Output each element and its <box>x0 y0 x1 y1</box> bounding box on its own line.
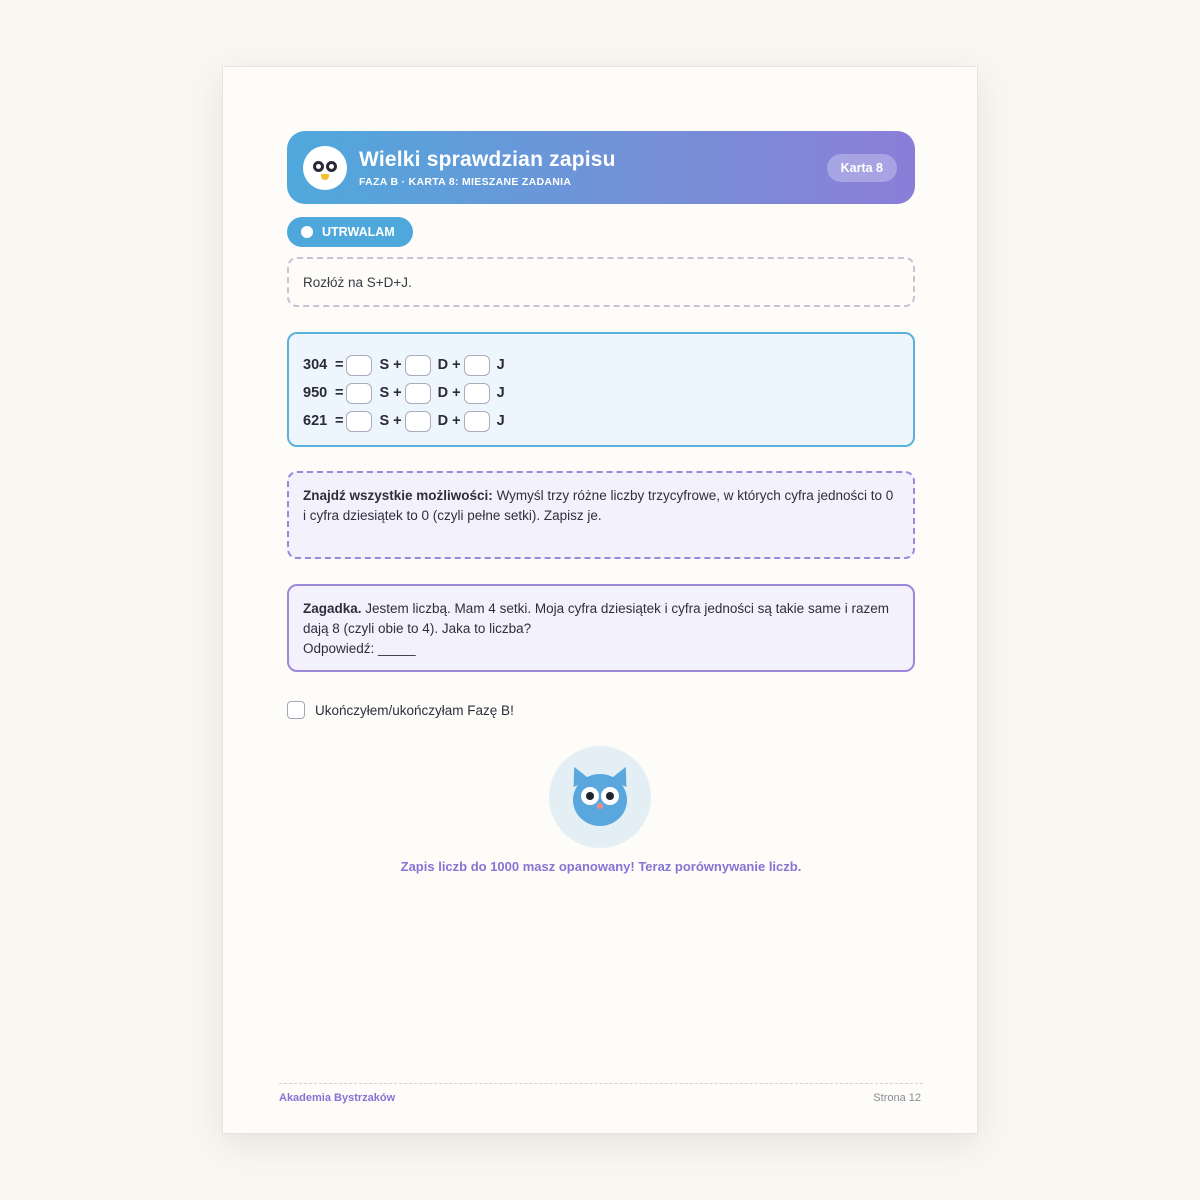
page-subtitle: FAZA B · KARTA 8: MIESZANE ZADANIA <box>359 175 572 188</box>
units-answer-box[interactable] <box>464 383 490 404</box>
plus-sign: + <box>452 385 461 401</box>
page-number: Strona 12 <box>873 1092 921 1104</box>
exercise-row <box>303 407 913 435</box>
exercise-row <box>303 351 913 379</box>
instruction-box <box>287 257 915 307</box>
hundreds-label: S <box>379 413 390 429</box>
worksheet-page <box>222 66 978 1134</box>
decomposition-exercise <box>287 332 915 447</box>
exercise-row <box>303 379 913 407</box>
section-pill-label: UTRWALAM <box>322 225 395 239</box>
task-text: Wymyśl trzy różne liczby trzycyfrowe, w których cyfra jedności to 0 i cyfra dziesiątek to 0 (czyli pełne setki). Zapisz je. <box>303 488 894 523</box>
task-heading: Znajdź wszystkie możliwości: <box>303 488 493 503</box>
exercise-number: 621 <box>303 413 328 429</box>
plus-sign: + <box>393 413 402 429</box>
header-text <box>359 148 616 188</box>
task-heading: Zagadka. <box>303 601 362 616</box>
plus-sign: + <box>393 385 402 401</box>
tens-answer-box[interactable] <box>405 383 431 404</box>
exercise-number: 304 <box>303 357 328 373</box>
units-label: J <box>496 357 505 373</box>
tens-label: D <box>437 385 449 401</box>
tens-label: D <box>437 357 449 373</box>
equals-sign: = <box>335 385 344 401</box>
plus-sign: + <box>452 357 461 373</box>
riddle-task <box>287 584 915 672</box>
equals-sign: = <box>335 413 344 429</box>
units-answer-box[interactable] <box>464 411 490 432</box>
owl-icon <box>549 746 651 848</box>
completion-row <box>287 701 514 719</box>
tens-answer-box[interactable] <box>405 355 431 376</box>
footer-divider <box>279 1083 923 1084</box>
completion-checkbox[interactable] <box>287 701 305 719</box>
hundreds-label: S <box>379 385 390 401</box>
hundreds-answer-box[interactable] <box>346 355 372 376</box>
card-badge: Karta 8 <box>827 154 897 182</box>
plus-sign: + <box>393 357 402 373</box>
tens-label: D <box>437 413 449 429</box>
exercise-number: 950 <box>303 385 328 401</box>
footer-brand: Akademia Bystrzaków <box>279 1092 396 1104</box>
instruction-text: Rozłóż na S+D+J. <box>303 274 412 290</box>
closing-caption: Zapis liczb do 1000 masz opanowany! Teraz porównywanie liczb. <box>400 859 802 874</box>
equals-sign: = <box>335 357 344 373</box>
find-all-task <box>287 471 915 559</box>
hundreds-answer-box[interactable] <box>346 411 372 432</box>
completion-label: Ukończyłem/ukończyłam Fazę B! <box>315 702 514 718</box>
hundreds-label: S <box>379 357 390 373</box>
plus-sign: + <box>452 413 461 429</box>
units-label: J <box>496 385 505 401</box>
units-label: J <box>496 413 505 429</box>
dot-icon <box>301 226 313 238</box>
section-pill <box>287 217 413 247</box>
task-text: Jestem liczbą. Mam 4 setki. Moja cyfra dziesiątek i cyfra jedności są takie same i razem dają 8 (czyli obie to 4). Jaka to liczba? <box>303 601 889 636</box>
units-answer-box[interactable] <box>464 355 490 376</box>
hundreds-answer-box[interactable] <box>346 383 372 404</box>
owl-face-icon <box>303 146 347 190</box>
answer-line[interactable]: Odpowiedź: _____ <box>303 641 416 656</box>
page-title: Wielki sprawdzian zapisu <box>359 147 616 171</box>
tens-answer-box[interactable] <box>405 411 431 432</box>
header-banner <box>287 131 915 204</box>
